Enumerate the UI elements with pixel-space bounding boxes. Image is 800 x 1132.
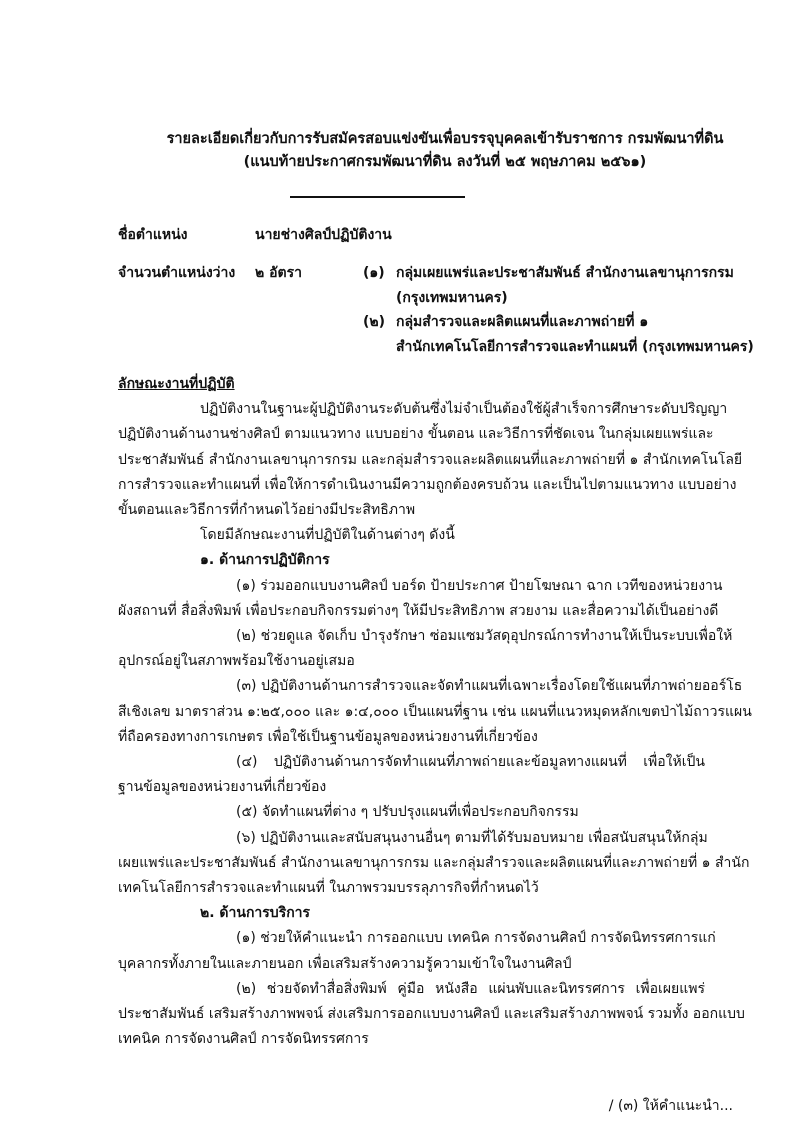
text-line: ฐานข้อมูลของหน่วยงานที่เกี่ยวข้อง — [118, 779, 327, 796]
text-line: ขั้นตอนและวิธีการที่กำหนดไว้อย่างมีประสิทธิภาพ — [118, 502, 416, 519]
duty-item — [118, 926, 716, 976]
duty-item — [118, 977, 745, 1053]
text-line: (๑) ช่วยให้คำแนะนำ การออกแบบ เทคนิค การจัดงานศิลป์ การจัดนิทรรศการแก่ — [236, 930, 716, 947]
paragraph — [118, 523, 705, 548]
position-value: นายช่างศิลป์ปฏิบัติงาน — [255, 227, 392, 243]
vacancy-units-list — [363, 261, 783, 359]
text-line: การสำรวจและทำแผนที่ เพื่อให้การดำเนินงานมีความถูกต้องครบถ้วน และเป็นไปตามแนวทาง แบบอย่าง — [118, 476, 737, 493]
text-line: ปฏิบัติงานในฐานะผู้ปฏิบัติงานระดับต้นซึ่งไม่จำเป็นต้องใช้ผู้สำเร็จการศึกษาระดับปริญญา — [200, 401, 728, 418]
title-line-1: รายละเอียดเกี่ยวกับการรับสมัครสอบแข่งขันเพื่อบรรจุบุคคลเข้ารับราชการ กรมพัฒนาที่ดิน — [166, 131, 724, 147]
text-line: ประชาสัมพันธ์ เสริมสร้างภาพพจน์ ส่งเสริมการออกแบบงานศิลป์ และเสริมสร้างภาพพจน์ รวมทั้ง ออกแบบ — [118, 1006, 745, 1023]
duty-item — [118, 624, 733, 674]
text-line: ที่ถือครองทางการเกษตร เพื่อใช้เป็นฐานข้อมูลของหน่วยงานที่เกี่ยวข้อง — [118, 728, 538, 745]
vacancy-unit-number: (๒) — [363, 314, 386, 330]
duty-item — [118, 574, 723, 624]
vacancy-unit-line: สำนักเทคโนโลยีการสำรวจและทำแผนที่ (กรุงเทพมหานคร) — [396, 338, 754, 355]
continuation-note: / (๓) ให้คำแนะนำ... — [608, 1098, 733, 1114]
vacancy-unit — [363, 310, 783, 359]
paragraph — [118, 397, 743, 523]
text-line: (๔) ปฏิบัติงานด้านการจัดทำแผนที่ภาพถ่ายและข้อมูลทางแผนที่ เพื่อให้เป็น — [236, 754, 705, 771]
text-line: สีเชิงเลข มาตราส่วน ๑:๒๕,๐๐๐ และ ๑:๔,๐๐๐ เป็นแผนที่ฐาน เช่น แผนที่แนวหมุดหลักเขตป่าไม้ถาวรแผน — [118, 703, 752, 720]
section-heading — [118, 548, 705, 573]
vacancy-unit-line: กลุ่มเผยแพร่และประชาสัมพันธ์ สำนักงานเลขานุการกรม — [396, 265, 734, 281]
text-line: บุคลากรทั้งภายในและภายนอก เพื่อเสริมสร้างความรู้ความเข้าใจในงานศิลป์ — [118, 955, 572, 972]
title-divider — [290, 196, 465, 198]
text-line: โดยมีลักษณะงานที่ปฏิบัติในด้านต่างๆ ดังนี้ — [200, 527, 455, 544]
text-line: ประชาสัมพันธ์ สำนักงานเลขานุการกรม และกลุ่มสำรวจและผลิตแผนที่และภาพถ่ายที่ ๑ สำนักเทคโนโลยี — [118, 451, 743, 468]
vacancy-unit-number: (๑) — [363, 265, 385, 281]
duty-item — [118, 674, 752, 750]
text-line: (๓) ปฏิบัติงานด้านการสำรวจและจัดทำแผนที่เฉพาะเรื่องโดยใช้แผนที่ภาพถ่ายออร์โธ — [236, 678, 743, 695]
vacancy-unit-line: (กรุงเทพมหานคร) — [396, 289, 508, 306]
text-line: ๒. ด้านการบริการ — [200, 905, 311, 922]
text-line: (๑) ร่วมออกแบบงานศิลป์ บอร์ด ป้ายประกาศ ป้ายโฆษณา ฉาก เวทีของหน่วยงาน — [236, 577, 723, 594]
title-line-2: (แนบท้ายประกาศกรมพัฒนาที่ดิน ลงวันที่ ๒๕ พฤษภาคม ๒๕๖๑) — [243, 154, 647, 170]
text-line: ผังสถานที่ สื่อสิ่งพิมพ์ เพื่อประกอบกิจกรรมต่างๆ ให้มีประสิทธิภาพ สวยงาม และสื่อความได้เป็นอย่างดี — [118, 602, 719, 619]
text-line: (๒) ช่วยจัดทำสื่อสิ่งพิมพ์ คู่มือ หนังสือ แผ่นพับและนิทรรศการ เพื่อเผยแพร่ — [236, 980, 705, 997]
text-line: ๑. ด้านการปฏิบัติการ — [200, 552, 330, 569]
job-description-heading: ลักษณะงานที่ปฏิบัติ — [118, 376, 235, 392]
text-line: เทคโนโลยีการสำรวจและทำแผนที่ ในภาพรวมบรรลุภารกิจที่กำหนดไว้ — [118, 880, 539, 897]
vacancy-unit-line: กลุ่มสำรวจและผลิตแผนที่และภาพถ่ายที่ ๑ — [396, 314, 649, 330]
vacancy-unit — [363, 261, 783, 310]
text-line: (๕) จัดทำแผนที่ต่าง ๆ ปรับปรุงแผนที่เพื่อประกอบกิจกรรม — [236, 804, 579, 821]
duty-item — [118, 800, 705, 825]
vacancy-count: ๒ อัตรา — [255, 265, 302, 281]
text-line: ปฏิบัติงานด้านงานช่างศิลป์ ตามแนวทาง แบบอย่าง ขั้นตอน และวิธีการที่ชัดเจน ในกลุ่มเผยแพร่และ — [118, 426, 714, 443]
duty-item — [118, 750, 705, 800]
text-line: (๒) ช่วยดูแล จัดเก็บ บำรุงรักษา ซ่อมแซมวัสดุอุปกรณ์การทำงานให้เป็นระบบเพื่อให้ — [236, 628, 733, 645]
document-title — [100, 128, 790, 174]
text-line: เทคนิค การจัดงานศิลป์ การจัดนิทรรศการ — [118, 1031, 369, 1048]
text-line: อุปกรณ์อยู่ในสภาพพร้อมใช้งานอยู่เสมอ — [118, 653, 355, 670]
vacancy-label: จำนวนตำแหน่งว่าง — [118, 265, 236, 281]
section-heading — [118, 901, 705, 926]
job-description — [118, 372, 752, 1052]
text-line: (๖) ปฏิบัติงานและสนับสนุนงานอื่นๆ ตามที่ได้รับมอบหมาย เพื่อสนับสนุนให้กลุ่ม — [236, 829, 708, 846]
text-line: เผยแพร่และประชาสัมพันธ์ สำนักงานเลขานุการกรม และกลุ่มสำรวจและผลิตแผนที่และภาพถ่ายที่ ๑ สำนัก — [118, 854, 750, 871]
position-label: ชื่อตำแหน่ง — [118, 227, 188, 243]
duty-item — [118, 826, 750, 902]
